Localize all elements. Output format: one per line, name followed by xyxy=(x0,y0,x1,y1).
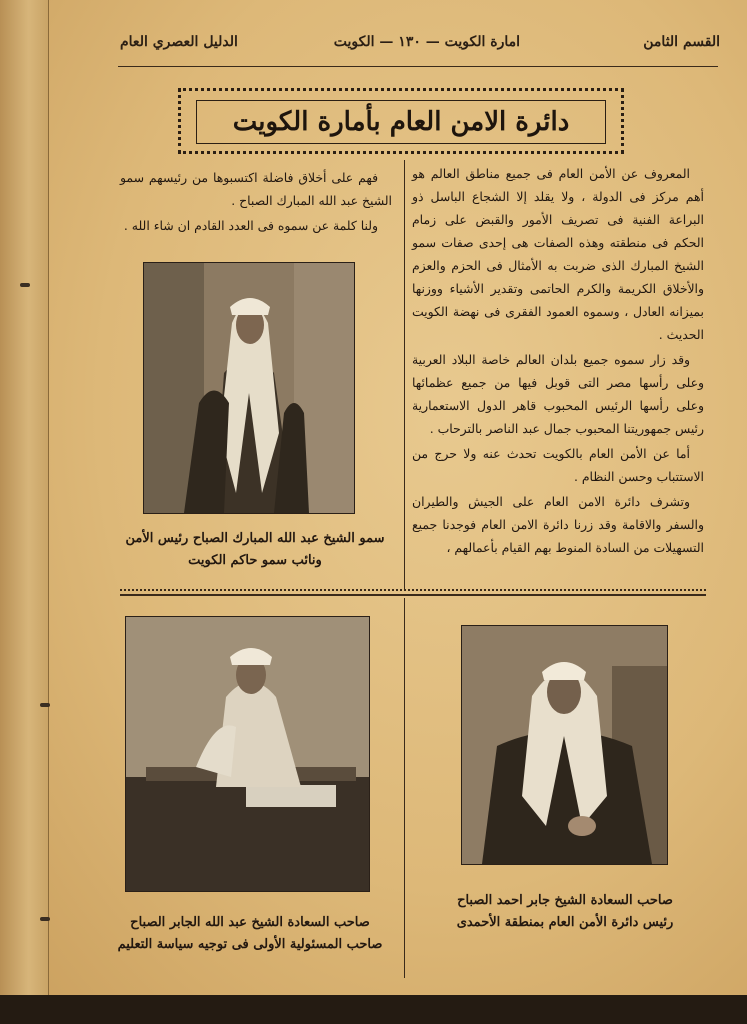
header-rule xyxy=(118,66,718,67)
caption-line: سمو الشيخ عبد الله المبارك الصباح رئيس الأمن xyxy=(125,531,385,546)
running-header xyxy=(120,32,720,56)
caption-line: صاحب المسئولية الأولى فى توجيه سياسة التعليم xyxy=(117,937,383,952)
caption-line: ونائب سمو حاكم الكويت xyxy=(188,553,322,568)
paragraph: المعروف عن الأمن العام فى جميع مناطق العالم هو أهم مركز فى الدولة ، ولا يقلد إلا الشجاع الباسل ذو البراعة الفنية فى تصريف الأمور والقبض على زمام الحكم فى منطقته وهذه الصفات هى إحدى صفات سمو الشيخ المبارك الذى ضربت به الأمثال فى الحزم والعزم والأخلاق الكريمة والكرم الحاتمى وتقدير الأشياء ووزنها بميزانه العادل ، وسموه العمود الفقرى فى نهضة الكويت الحديث . xyxy=(412,166,704,342)
paragraph: فهم على أخلاق فاضلة اكتسبوها من رئيسهم سمو الشيخ عبد الله المبارك الصباح . xyxy=(120,170,392,208)
paragraph: وتشرف دائرة الامن العام على الجيش والطيران والسفر والاقامة وقد زرنا دائرة الامن العام فوجدنا جميع التسهيلات من السادة المنوط بهم القيام بأعمالهم ، xyxy=(412,494,704,555)
page-title: دائرة الامن العام بأمارة الكويت xyxy=(196,100,606,144)
paragraph: ولنا كلمة عن سموه فى العدد القادم ان شاء الله . xyxy=(123,218,378,233)
binding-staple xyxy=(40,703,50,707)
article-right-column xyxy=(412,162,704,561)
page-gutter xyxy=(0,0,49,1024)
binding-staple xyxy=(20,283,30,287)
paragraph: أما عن الأمن العام بالكويت تحدث عنه ولا حرج من الاستتباب وحسن النظام . xyxy=(412,446,704,484)
portrait-caption xyxy=(420,890,710,934)
portrait-caption xyxy=(115,528,395,572)
book-bottom-edge xyxy=(0,995,747,1024)
caption-line: صاحب السعادة الشيخ عبد الله الجابر الصباح xyxy=(130,915,370,930)
caption-line: رئيس دائرة الأمن العام بمنطقة الأحمدى xyxy=(456,915,674,930)
portrait-photo xyxy=(461,625,668,865)
portrait-photo xyxy=(125,616,370,892)
caption-line: صاحب السعادة الشيخ جابر احمد الصباح xyxy=(457,893,673,908)
article-left-column xyxy=(120,166,392,239)
section-divider xyxy=(120,594,706,596)
column-divider xyxy=(404,598,405,978)
header-section: القسم الثامن xyxy=(643,34,720,50)
portrait-caption xyxy=(110,912,390,956)
column-divider xyxy=(404,160,405,590)
header-center: امارة الكويت — ١٣٠ — الكويت xyxy=(333,34,520,50)
binding-staple xyxy=(40,917,50,921)
paragraph: وقد زار سموه جميع بلدان العالم خاصة البلاد العربية وعلى رأسها مصر التى قوبل فيها من جميع عظمائها وعلى رأسها الرئيس المحبوب قاهر الدول الاستعمارية رئيس جمهوريتنا المحبوب جمال عبد الناصر بالترحاب . xyxy=(412,352,704,436)
portrait-photo xyxy=(143,262,355,514)
header-guide: الدليل العصري العام xyxy=(120,34,238,50)
